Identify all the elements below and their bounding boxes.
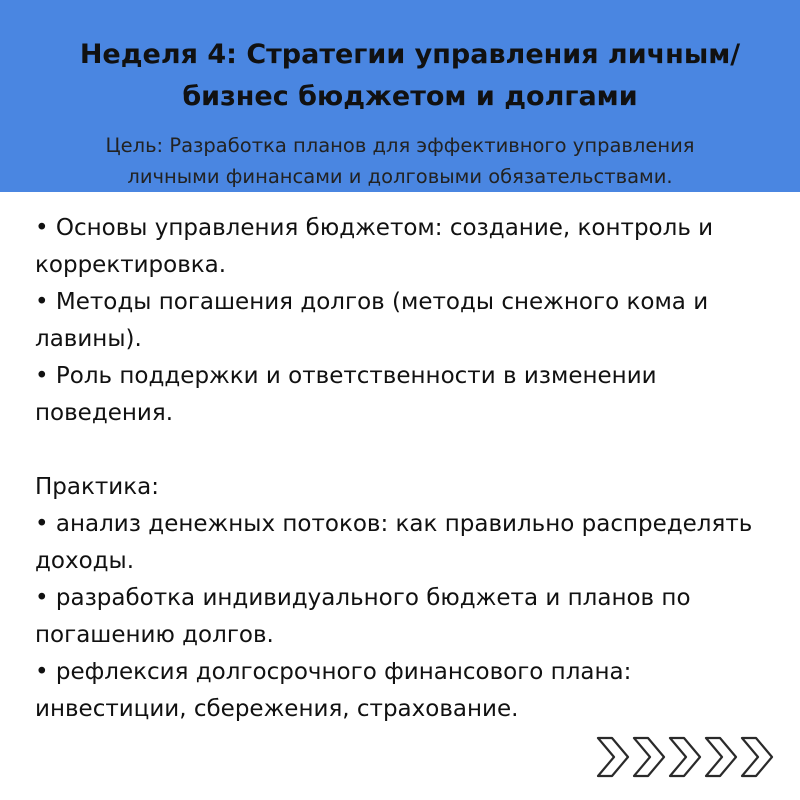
title-line-2: бизнес бюджетом и долгами — [182, 81, 638, 112]
chevron-icon-3 — [670, 738, 700, 776]
content-body — [35, 210, 780, 728]
practice-item-3: • рефлексия долгосрочного финансового плана: инвестиции, сбережения, страхование. — [35, 659, 632, 722]
goal-line-1: Цель: Разработка планов для эффективного управления — [105, 134, 695, 157]
page-title — [40, 34, 780, 118]
goal-line-2: личными финансами и долговыми обязательствами. — [127, 165, 673, 188]
chevrons-right-icon — [594, 732, 784, 782]
chevron-icon-4 — [706, 738, 736, 776]
goal-text — [30, 130, 770, 192]
section-spacer — [35, 432, 780, 469]
topic-item-2: • Методы погашения долгов (методы снежного кома и лавины). — [35, 289, 709, 352]
chevron-icon-5 — [742, 738, 772, 776]
title-line-1: Неделя 4: Стратегии управления личным/ — [79, 39, 741, 70]
practice-heading: Практика: — [35, 474, 159, 500]
practice-item-2: • разработка индивидуального бюджета и планов по погашению долгов. — [35, 585, 691, 648]
topic-item-3: • Роль поддержки и ответственности в изменении поведения. — [35, 363, 657, 426]
header-banner — [0, 0, 800, 192]
practice-item-1: • анализ денежных потоков: как правильно распределять доходы. — [35, 511, 753, 574]
chevron-icon-2 — [634, 738, 664, 776]
chevron-icon-1 — [598, 738, 628, 776]
topic-item-1: • Основы управления бюджетом: создание, контроль и корректировка. — [35, 215, 714, 278]
